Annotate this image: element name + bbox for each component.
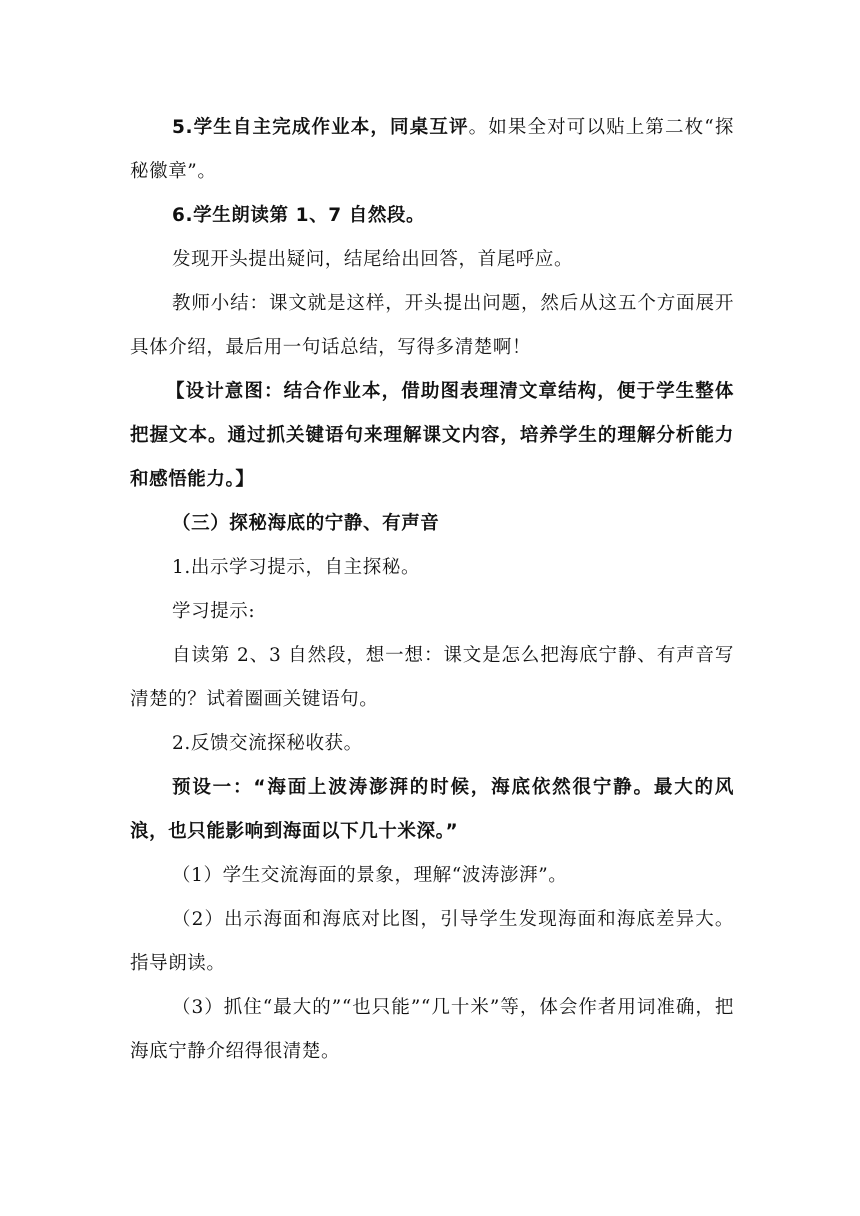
paragraph-step-2: 2.反馈交流探秘收获。 [172, 733, 363, 754]
document-body [130, 106, 734, 1074]
paragraph-preset-1: 预设一：“海面上波涛澎湃的时候，海底依然很宁静。最大的风浪，也只能影响到海面以下几十米深。” [130, 777, 734, 842]
paragraph-study-tip-label: 学习提示: [172, 601, 256, 622]
paragraph-step-5 [130, 106, 734, 194]
step-5-bold-text: 5.学生自主完成作业本，同桌互评 [172, 117, 469, 138]
paragraph-sub-1: （1）学生交流海面的景象，理解“波涛澎湃”。 [172, 865, 568, 886]
section-heading-3: （三）探秘海底的宁静、有声音 [172, 513, 440, 534]
paragraph-teacher-summary: 教师小结：课文就是这样，开头提出问题，然后从这五个方面展开具体介绍，最后用一句话总结，写得多清楚啊！ [130, 293, 734, 358]
paragraph-study-tip: 自读第 2、3 自然段，想一想：课文是怎么把海底宁静、有声音写清楚的？试着圈画关键语句。 [130, 645, 734, 710]
paragraph-step-6: 6.学生朗读第 1、7 自然段。 [172, 205, 426, 226]
paragraph-design-intent: 【设计意图：结合作业本，借助图表理清文章结构，便于学生整体把握文本。通过抓关键语句来理解课文内容，培养学生的理解分析能力和感悟能力。】 [130, 381, 734, 490]
paragraph-discovery: 发现开头提出疑问，结尾给出回答，首尾呼应。 [172, 249, 574, 270]
step-5-text: 。如果全对可以贴上第二枚“探秘徽章”。 [130, 117, 734, 182]
paragraph-sub-2: （2）出示海面和海底对比图，引导学生发现海面和海底差异大。指导朗读。 [130, 909, 734, 974]
paragraph-sub-3: （3）抓住“最大的”“也只能”“几十米”等，体会作者用词准确，把海底宁静介绍得很清楚。 [130, 997, 734, 1062]
paragraph-step-1: 1.出示学习提示，自主探秘。 [172, 557, 421, 578]
